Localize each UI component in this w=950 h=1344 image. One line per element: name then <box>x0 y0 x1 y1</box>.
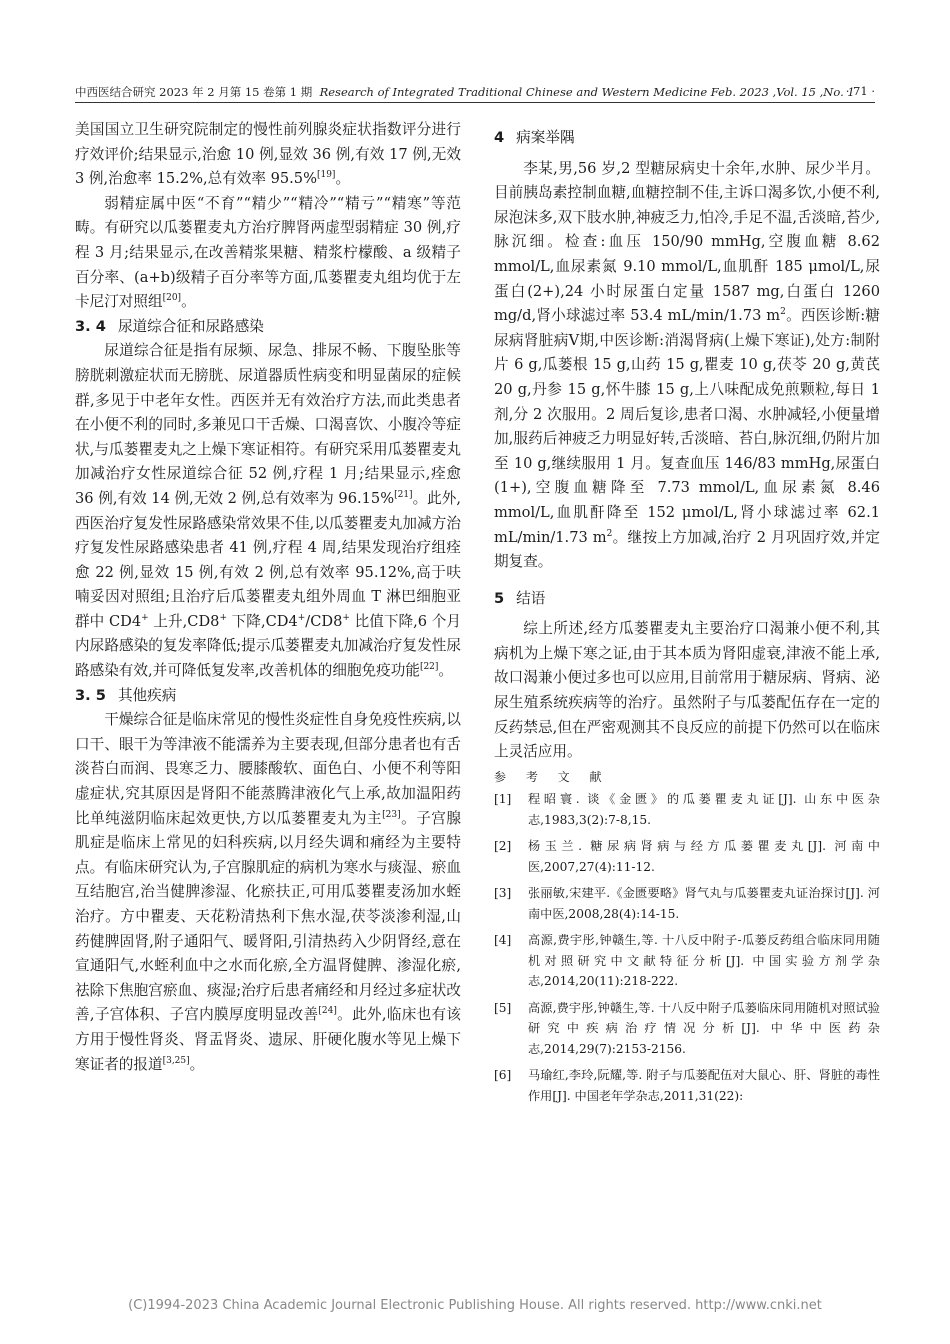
citation: [19] <box>316 170 336 181</box>
reference-list <box>494 789 880 1106</box>
reference-item: [6] 马瑜红,李玲,阮耀,等. 附子与瓜蒌配伍对大鼠心、肝、肾脏的毒性作用[J]. 中国老年学杂志,2011,31(22): <box>494 1068 880 1103</box>
paragraph: 美国国立卫生研究院制定的慢性前列腺炎症状指数评分进行疗效评价;结果显示,治愈 10 例,显效 36 例,有效 17 例,无效 3 例,治愈率 15.2%,总有效率 95.5%[19]。 <box>75 121 461 188</box>
citation: [24] <box>318 1006 337 1017</box>
journal-header-left <box>75 84 855 100</box>
citation: [20] <box>162 293 182 304</box>
references-title: 参 考 文 献 <box>494 769 610 784</box>
reference-item: [3] 张丽敏,宋建平.《金匮要略》肾气丸与瓜蒌瞿麦丸证治探讨[J]. 河南中医,2008,28(4):14-15. <box>494 886 880 921</box>
journal-name-cn: 中西医结合研究 2023 年 2 月第 15 卷第 1 期 <box>75 85 313 99</box>
section-heading-4: 4 病案举隅 <box>494 129 575 146</box>
citation: [21] <box>394 490 413 501</box>
header-divider <box>75 102 875 103</box>
left-column <box>75 118 461 1077</box>
citation: [23] <box>382 809 401 820</box>
reference-item: [2] 杨玉兰. 糖尿病肾病与经方瓜蒌瞿麦丸[J]. 河南中医,2007,27(4):11-12. <box>494 839 880 874</box>
journal-name-en: Research of Integrated Traditional Chinese and Western Medicine Feb. 2023 ,Vol. 15 ,No. 1 <box>319 85 855 99</box>
citation: [22] <box>419 662 439 673</box>
citation: [3,25] <box>162 1055 190 1066</box>
reference-item: [4] 高源,费宇彤,钟赣生,等. 十八反中附子-瓜蒌反药组合临床同用随机对照研究中文献特征分析[J]. 中国实验方剂学杂志,2014,20(11):218-222. <box>494 933 880 989</box>
reference-item: [1] 程昭寰. 谈《金匮》的瓜蒌瞿麦丸证[J]. 山东中医杂志,1983,3(2):7-8,15. <box>494 792 880 827</box>
reference-item: [5] 高源,费宇彤,钟赣生,等. 十八反中附子瓜蒌临床同用随机对照试验研究中疾病治疗情况分析[J]. 中华中医药杂志,2014,29(7):2153-2156. <box>494 1000 880 1056</box>
section-heading-3-5: 3. 5 其他疾病 <box>75 686 177 704</box>
paragraph: 干燥综合征是临床常见的慢性炎症性自身免疫性疾病,以口干、眼干为等津液不能濡养为主要表现,但部分患者也有舌淡苔白而润、畏寒乏力、腰膝酸软、面色白、小便不利等阳虚症状,究其原因是肾阳不能蒸腾津液化气上承,故加温阳药比单纯滋阴临床起效更快,方以瓜蒌瞿麦丸为主[23]。子宫腺肌症是临床上常见的妇科疾病,以月经失调和痛经为主要特点。有临床研究认为,子宫腺肌症的病机为寒水与痰湿、瘀血互结胞宫,治当健脾渗湿、化瘀扶正,可用瓜蒌瞿麦汤加水蛭治疗。方中瞿麦、天花粉清热利下焦水湿,茯苓淡渗利湿,山药健脾固肾,附子通阳气、暖肾阳,引清热药入少阴肾经,意在宣通阳气,水蛭利血中之水而化瘀,全方温肾健脾、渗湿化瘀,祛除下焦胞宫瘀血、痰湿;治疗后患者痛经和月经过多症状改善,子宫体积、子宫内膜厚度明显改善[24]。此外,临床也有该方用于慢性肾炎、肾盂肾炎、遗尿、肝硬化腹水等见上燥下寒证者的报道[3,25]。 <box>75 711 462 1073</box>
paragraph: 弱精症属中医“不育”“精少”“精冷”“精亏”“精寒”等范畴。有研究以瓜蒌瞿麦丸方治疗脾肾两虚型弱精症 30 例,疗程 3 月;结果显示,在改善精浆果糖、精浆柠檬酸、a 级精子百分率、(a+b)级精子百分率等方面,瓜蒌瞿麦丸组均优于左卡尼汀对照组[20]。 <box>75 194 461 311</box>
paragraph: 尿道综合征是指有尿频、尿急、排尿不畅、下腹坠胀等膀胱刺激症状而无膀胱、尿道器质性病变和明显菌尿的症候群,多见于中老年女性。西医并无有效治疗方法,而此类患者在小便不利的同时,多兼见口干舌燥、口渴喜饮、小腹冷等症状,与瓜蒌瞿麦丸之上燥下寒证相符。有研究采用瓜蒌瞿麦丸加减治疗女性尿道综合征 52 例,疗程 1 月;结果显示,痊愈 36 例,有效 14 例,无效 2 例,总有效率为 96.15%[21]。此外,西医治疗复发性尿路感染常效果不佳,以瓜蒌瞿麦丸加减方治疗复发性尿路感染患者 41 例,疗程 4 周,结果发现治疗组痊愈 22 例,显效 15 例,有效 2 例,总有效率 95.12%,高于呋喃妥因对照组;且治疗后瓜蒌瞿麦丸组外周血 T 淋巴细胞亚群中 CD4+ 上升,CD8+ 下降,CD4+/CD8+ 比值下降,6 个月内尿路感染的复发率降低;提示瓜蒌瞿麦丸加减治疗复发性尿路感染有效,并可降低复发率,改善机体的细胞免疫功能[22]。 <box>75 342 462 680</box>
paragraph: 综上所述,经方瓜蒌瞿麦丸主要治疗口渴兼小便不利,其病机为上燥下寒之证,由于其本质为肾阳虚衰,津液不能上承,故口渴兼小便过多也可以应用,目前常用于糖尿病、肾病、泌尿生殖系统疾病等的治疗。虽然附子与瓜蒌配伍存在一定的反药禁忌,但在严密观测其不良反应的前提下仍然可以在临床上灵活应用。 <box>494 620 880 761</box>
copyright-footer: (C)1994-2023 China Academic Journal Electronic Publishing House. All rights reserved. http://www.cnki.net <box>128 1298 822 1313</box>
page-number: · 71 · <box>845 84 875 98</box>
paragraph: 李某,男,56 岁,2 型糖尿病史十余年,水肿、尿少半月。目前胰岛素控制血糖,血糖控制不佳,主诉口渴多饮,小便不利,尿泡沫多,双下肢水肿,神疲乏力,怕冷,手足不温,舌淡暗,苔少,脉沉细。检查:血压 150/90 mmHg,空腹血糖 8.62 mmol/L,血尿素氮 9.10 mmol/L,血肌酐 185 μmol/L,尿蛋白(2+),24 小时尿蛋白定量 1587 mg,白蛋白 1260 mg/d,肾小球滤过率 53.4 mL/min/1.73 $m^2$。西医诊断:糖尿病肾脏病Ⅴ期,中医诊断:消渴肾病(上燥下寒证),处方:制附片 6 g,瓜蒌根 15 g,山药 15 g,瞿麦 10 g,茯苓 20 g,黄芪 20 g,丹参 15 g,怀牛膝 15 g,上八味配成免煎颗粒,每日 1 剂,分 2 次服用。2 周后复诊,患者口渴、水肿减轻,小便量增加,服药后神疲乏力明显好转,舌淡暗、苔白,脉沉细,仍附片加至 10 g,继续服用 1 月。复查血压 146/83 mmHg,尿蛋白(1+),空腹血糖降至 7.73 mmol/L,血尿素氮 8.46 mmol/L,血肌酐降至 152 μmol/L,肾小球滤过率 62.1 mL/min/1.73 $m^2$。继按上方加减,治疗 2 月巩固疗效,并定期复查。 <box>494 159 881 571</box>
right-column <box>494 118 880 1112</box>
section-heading-5: 5 结语 <box>494 589 546 607</box>
section-heading-3-4: 3. 4 尿道综合征和尿路感染 <box>75 317 264 335</box>
